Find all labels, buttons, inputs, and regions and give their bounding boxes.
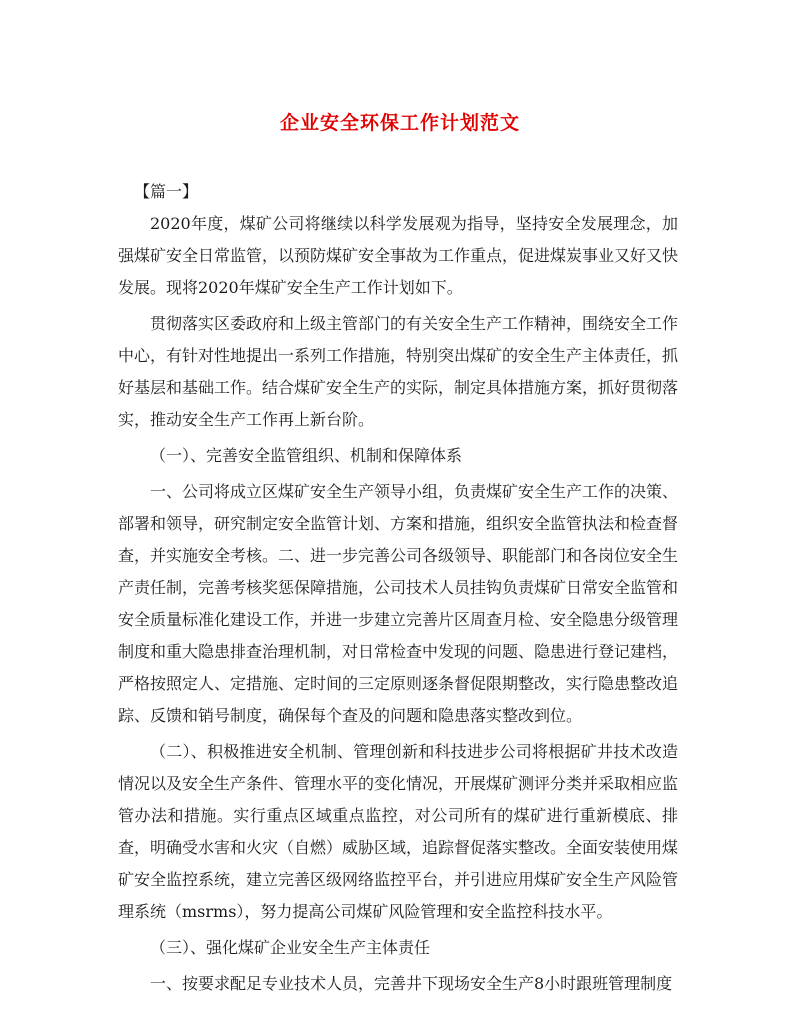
section-heading-3: （三）、强化煤矿企业安全生产主体责任 bbox=[150, 938, 431, 957]
paragraph-section-1: 一、公司将成立区煤矿安全生产领导小组，负责煤矿安全生产工作的决策、部署和领导，研究制定安全监管计划、方案和措施，组织安全监管执法和检查督查，并实施安全考核。二、进一步完善公司各级领导、职能部门和各岗位安全生产责任制，完善考核奖惩保障措施，公司技术人员挂钩负责煤矿日常安全监管和安全质量标准化建设工作，并进一步建立完善片区周查月检、安全隐患分级管理制度和重大隐患排查治理机制，对日常检查中发现的问题、隐患进行登记建档，严格按照定人、定措施、定时间的三定原则逐条督促限期整改，实行隐患整改追踪、反馈和销号制度，确保每个查及的问题和隐患落实整改到位。 bbox=[118, 482, 679, 725]
paragraph-intro: 2020年度，煤矿公司将继续以科学发展观为指导，坚持安全发展理念，加强煤矿安全日常监管，以预防煤矿安全事故为工作重点，促进煤炭事业又好又快发展。现将2020年煤矿安全生产工作计划如下。 bbox=[118, 214, 679, 297]
document-body bbox=[118, 176, 678, 1004]
section-heading-1: （一）、完善安全监管组织、机制和保障体系 bbox=[150, 446, 463, 465]
paragraph-section-3: 一、按要求配足专业技术人员，完善井下现场安全生产8小时跟班管理制度 bbox=[150, 974, 673, 993]
section-label: 【篇一】 bbox=[134, 182, 199, 201]
paragraph-section-2: （二）、积极推进安全机制、管理创新和科技进步公司将根据矿井技术改造情况以及安全生产条件、管理水平的变化情况，开展煤矿测评分类并采取相应监管办法和措施。实行重点区域重点监控，对公司所有的煤矿进行重新模底、排查，明确受水害和火灾（自燃）威胁区域，追踪督促落实整改。全面安装使用煤矿安全监控系统，建立完善区级网络监控平台，并引进应用煤矿安全生产风险管理系统（msrms），努力提高公司煤矿风险管理和安全监控科技水平。 bbox=[118, 742, 679, 921]
paragraph-overview: 贯彻落实区委政府和上级主管部门的有关安全生产工作精神，围绕安全工作中心，有针对性地提出一系列工作措施，特别突出煤矿的安全生产主体责任，抓好基层和基础工作。结合煤矿安全生产的实际，制定具体措施方案，抓好贯彻落实，推动安全生产工作再上新台阶。 bbox=[118, 314, 679, 429]
document-title: 企业安全环保工作计划范文 bbox=[279, 112, 520, 134]
